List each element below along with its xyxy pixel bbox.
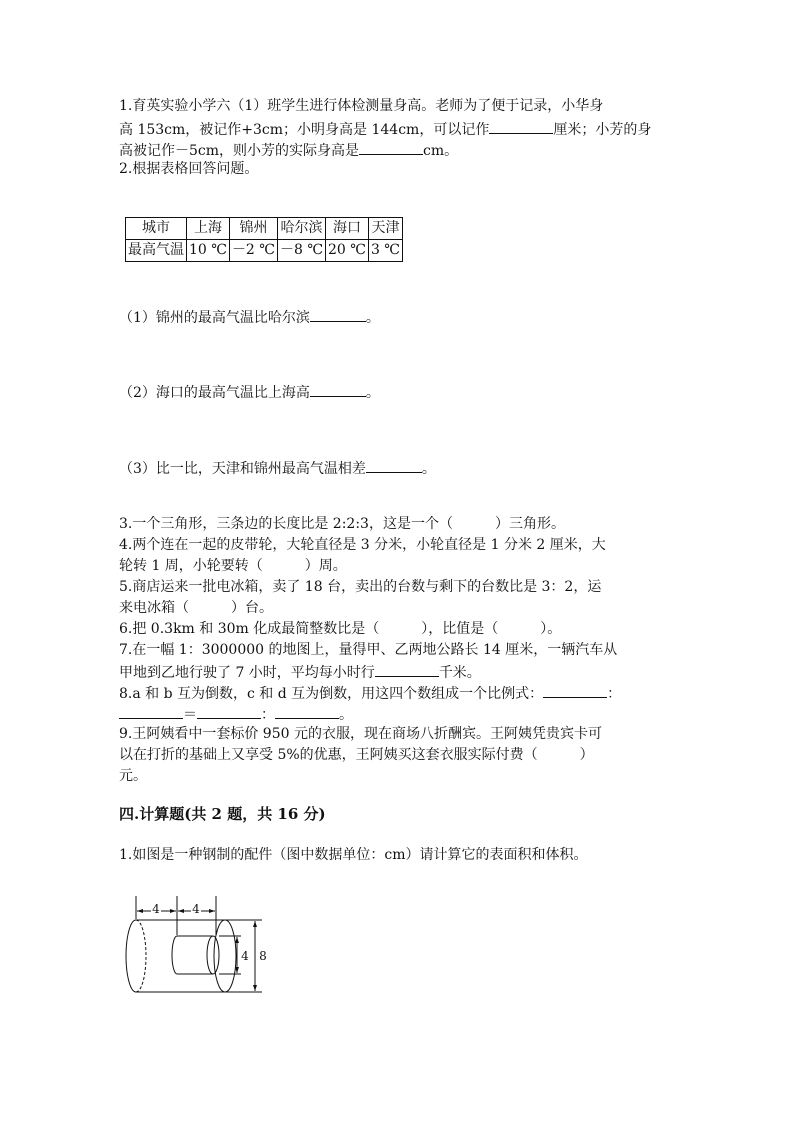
q2-sub1 <box>119 306 380 329</box>
q1-line2 <box>119 118 651 141</box>
q6: 6.把 0.3km 和 30m 化成最简整数比是（ ），比值是（ ）。 <box>119 621 562 637</box>
q1-line1: 1.育英实验小学六（1）班学生进行体检测量身高。老师为了便于记录，小华身 <box>119 98 604 114</box>
q8-text: 8.a 和 b 互为倒数，c 和 d 互为倒数，用这四个数组成一个比例式： <box>119 686 544 702</box>
table-cell: －8 ℃ <box>277 240 325 262</box>
table-cell: 哈尔滨 <box>277 218 325 240</box>
arrowhead <box>178 909 184 913</box>
arrowhead <box>235 937 239 943</box>
q9-line3: 元。 <box>119 768 147 784</box>
table-cell: 10 ℃ <box>187 240 230 262</box>
q4-line1: 4.两个连在一起的皮带轮，大轮直径是 3 分米，小轮直径是 1 分米 2 厘米，大 <box>119 537 606 553</box>
section-heading: 四.计算题(共 2 题，共 16 分) <box>119 805 326 823</box>
q8-eq: ＝ <box>183 707 197 723</box>
q2-text: 。 <box>365 310 380 326</box>
answer-blank[interactable] <box>543 682 607 698</box>
q4-line2: 轮转 1 周，小轮要转（ ）周。 <box>119 558 347 574</box>
table-cell: 海口 <box>326 218 369 240</box>
q1-text: 厘米；小芳的身 <box>553 122 652 138</box>
table-cell: 锦州 <box>229 218 277 240</box>
temperature-table <box>125 217 403 262</box>
q1-text: 高被记作－5cm，则小芳的实际身高是 <box>119 143 360 159</box>
arrowhead <box>209 909 215 913</box>
answer-blank[interactable] <box>366 457 422 473</box>
dim-label-outer: 8 <box>259 949 267 963</box>
q1-text: 高 153cm，被记作+3cm；小明身高是 144cm，可以记作 <box>119 122 490 138</box>
outer-left-arc <box>126 920 136 992</box>
table-cell: 3 ℃ <box>368 240 402 262</box>
q2-text: 。 <box>365 385 380 401</box>
cylinder-part-figure <box>120 893 270 995</box>
arrowhead <box>253 921 257 927</box>
q5-line1: 5.商店运来一批电冰箱，卖了 18 台，卖出的台数与剩下的台数比是 3：2，运 <box>119 579 602 595</box>
q2-text: 。 <box>421 461 436 477</box>
answer-blank[interactable] <box>275 703 339 719</box>
arrowhead <box>253 985 257 991</box>
q8-line2 <box>119 703 353 726</box>
table-cell: 20 ℃ <box>326 240 369 262</box>
q8-line1 <box>119 682 621 705</box>
answer-blank[interactable] <box>359 139 423 155</box>
table-header-row <box>126 218 403 240</box>
table-cell: 上海 <box>187 218 230 240</box>
q9-line1: 9.王阿姨看中一套标价 950 元的衣服，现在商场八折酬宾。王阿姨凭贵宾卡可 <box>119 726 602 742</box>
answer-blank[interactable] <box>375 661 439 677</box>
q7-text: 千米。 <box>438 665 481 681</box>
answer-blank[interactable] <box>119 703 183 719</box>
q2-text: （2）海口的最高气温比上海高 <box>119 385 310 401</box>
q2-title: 2.根据表格回答问题。 <box>119 161 259 177</box>
outer-hidden-arc <box>136 920 146 992</box>
q2-text: （1）锦州的最高气温比哈尔滨 <box>119 310 310 326</box>
answer-blank[interactable] <box>310 306 366 322</box>
q2-sub2 <box>119 381 380 404</box>
outer-right-ellipse <box>214 920 236 992</box>
inner-left-arc <box>172 936 177 974</box>
arrowhead <box>170 909 176 913</box>
inner-right-ellipse <box>207 936 219 974</box>
q2-text: （3）比一比，天津和锦州最高气温相差 <box>119 461 366 477</box>
table-cell: 城市 <box>126 218 187 240</box>
q3: 3.一个三角形，三条边的长度比是 2:2:3，这是一个（ ）三角形。 <box>119 516 565 532</box>
table-cell: 最高气温 <box>126 240 187 262</box>
dim-label-left: 4 <box>152 902 160 916</box>
q7-text: 甲地到乙地行驶了 7 小时，平均每小时行 <box>119 665 375 681</box>
arrowhead <box>137 909 143 913</box>
q7-line1: 7.在一幅 1：3000000 的地图上，量得甲、乙两地公路长 14 厘米，一辆汽车从 <box>119 642 618 658</box>
answer-blank[interactable] <box>197 703 261 719</box>
q8-colon: ： <box>607 686 622 702</box>
answer-blank[interactable] <box>489 118 553 134</box>
q1-text: cm。 <box>423 143 459 159</box>
q7-line2 <box>119 661 481 684</box>
q9-line2: 以在打折的基础上又享受 5%的优惠，王阿姨买这套衣服实际付费（ ） <box>119 747 594 763</box>
q8-end: 。 <box>339 707 353 723</box>
q8-colon: ： <box>261 707 275 723</box>
table-cell: －2 ℃ <box>229 240 277 262</box>
dim-label-inner: 4 <box>241 949 249 963</box>
dim-label-right: 4 <box>192 902 200 916</box>
table-cell: 天津 <box>368 218 402 240</box>
q2-sub3 <box>119 457 436 480</box>
answer-blank[interactable] <box>310 381 366 397</box>
q5-line2: 来电冰箱（ ）台。 <box>119 600 273 616</box>
table-row <box>126 240 403 262</box>
calc-q1: 1.如图是一种钢制的配件（图中数据单位：cm）请计算它的表面积和体积。 <box>119 847 588 863</box>
